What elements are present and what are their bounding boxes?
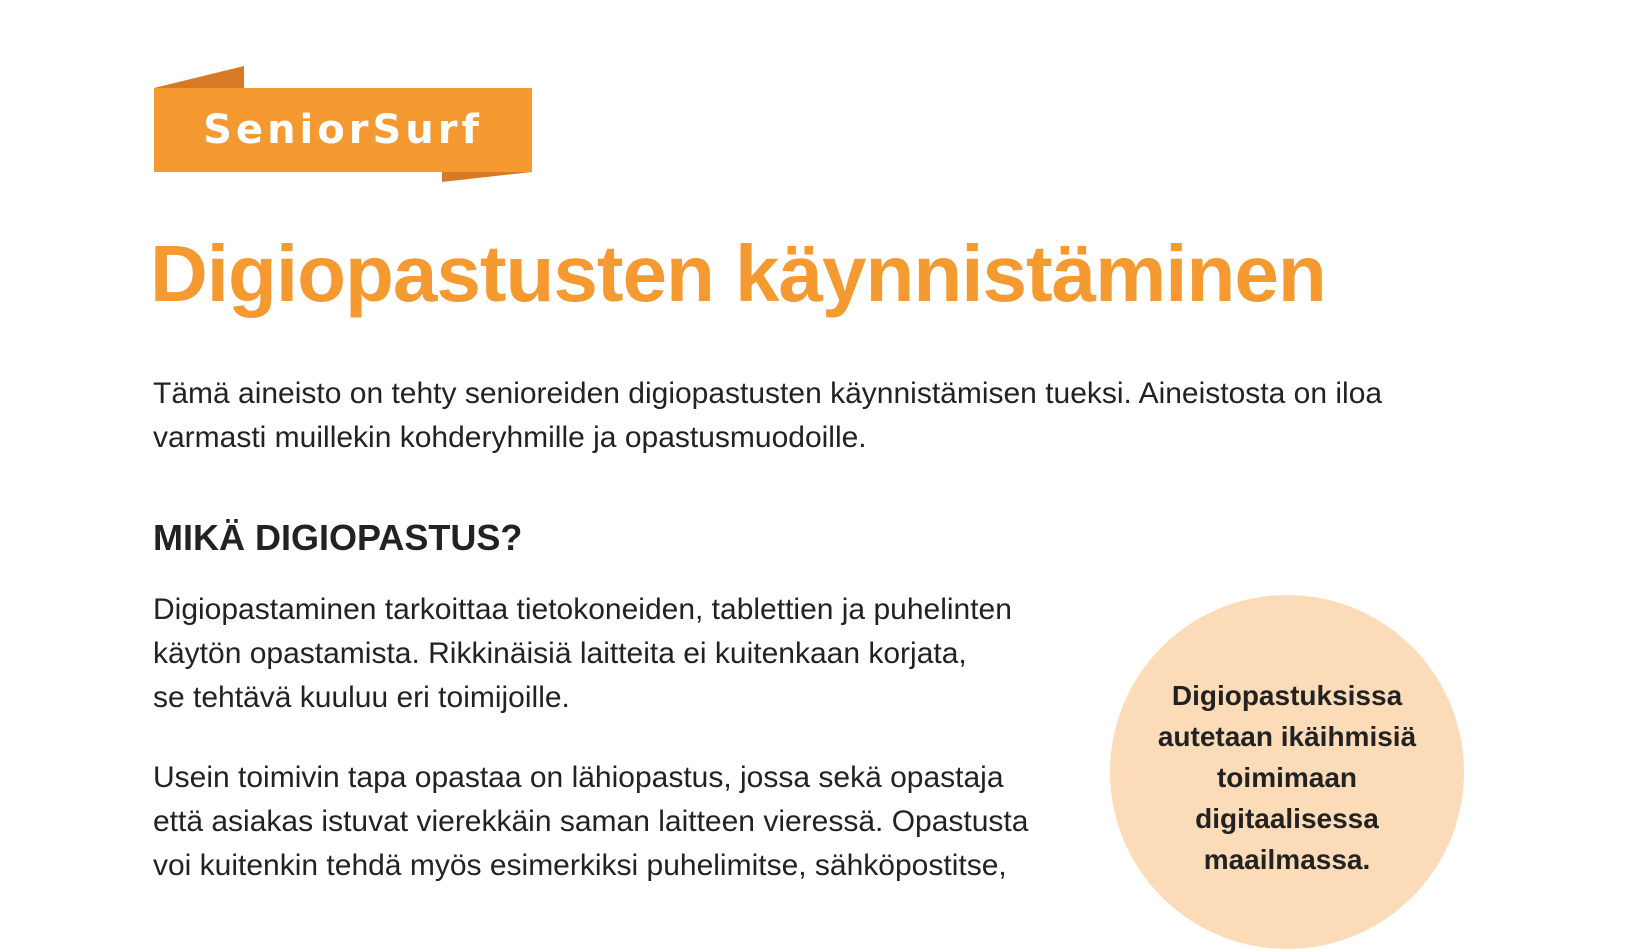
logo-text: SeniorSurf [203,107,483,153]
body-paragraph [153,588,1093,720]
intro-paragraph [153,372,1493,460]
intro-line: Tämä aineisto on tehty senioreiden digiopastusten käynnistämisen tueksi. Aineistosta on iloa [153,377,1383,410]
body-paragraph [153,756,1093,888]
paragraph-line: käytön opastamista. Rikkinäisiä laitteita ei kuitenkaan korjata, [153,637,967,670]
section-heading: MIKÄ DIGIOPASTUS? [153,517,523,558]
paragraph-line: että asiakas istuvat vierekkäin saman laitteen vieressä. Opastusta [153,805,1029,838]
callout-line: toimimaan [1216,762,1358,793]
paragraph-line: se tehtävä kuuluu eri toimijoille. [153,681,570,714]
page-title: Digiopastusten käynnistäminen [150,229,1326,318]
paragraph-line: Digiopastaminen tarkoittaa tietokoneiden, tablettien ja puhelinten [153,593,1012,626]
intro-line: varmasti muillekin kohderyhmille ja opastusmuodoille. [153,421,867,454]
callout-line: digitaalisessa [1195,803,1379,834]
callout-line: maailmassa. [1203,844,1371,875]
callout-line: Digiopastuksissa [1171,680,1403,711]
paragraph-line: voi kuitenkin tehdä myös esimerkiksi puhelimitse, sähköpostitse, [153,849,1007,882]
callout-text [1110,675,1464,880]
seniorsurf-logo [154,66,532,182]
paragraph-line: Usein toimivin tapa opastaa on lähiopastus, jossa sekä opastaja [153,761,1004,794]
callout-line: autetaan ikäihmisiä [1157,721,1417,752]
